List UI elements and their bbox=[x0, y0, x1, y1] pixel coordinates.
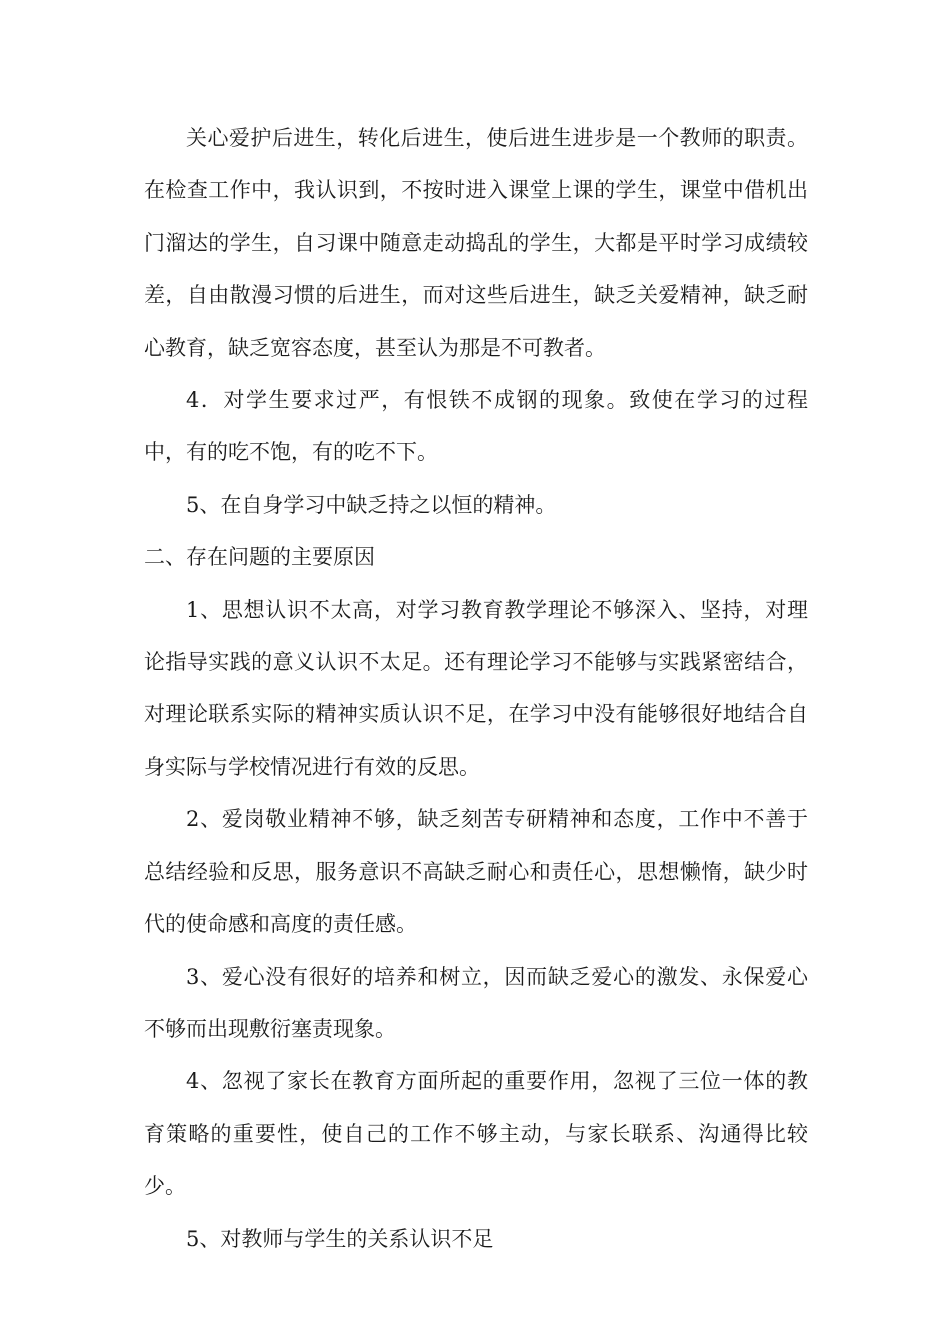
paragraph-item-5-perseverance: 5、在自身学习中缺乏持之以恒的精神。 bbox=[186, 492, 557, 517]
paragraph-reason-5: 5、对教师与学生的关系认识不足 bbox=[186, 1226, 494, 1251]
paragraph-item-4-strict-requirements: 4．对学生要求过严，有恨铁不成钢的现象。致使在学习的过程中，有的吃不饱，有的吃不下。 bbox=[144, 388, 808, 465]
paragraph-reason-1: 1、思想认识不太高，对学习教育教学理论不够深入、坚持，对理论指导实践的意义认识不太足。还有理论学习不能够与实践紧密结合，对理论联系实际的精神实质认识不足，在学习中没有能够很好地结合自身实际与学校情况进行有效的反思。 bbox=[144, 597, 808, 779]
paragraph-reason-3: 3、爱心没有很好的培养和树立，因而缺乏爱心的激发、永保爱心不够而出现敷衍塞责现象。 bbox=[144, 964, 808, 1041]
paragraph-care-for-underachievers: 关心爱护后进生，转化后进生，使后进生进步是一个教师的职责。在检查工作中，我认识到，不按时进入课堂上课的学生，课堂中借机出门溜达的学生，自习课中随意走动捣乱的学生，大都是平时学习成绩较差，自由散漫习惯的后进生，而对这些后进生，缺乏关爱精神，缺乏耐心教育，缺乏宽容态度，甚至认为那是不可教者。 bbox=[144, 126, 808, 360]
document-body bbox=[144, 112, 808, 1265]
paragraph-reason-2: 2、爱岗敬业精神不够，缺乏刻苦专研精神和态度，工作中不善于总结经验和反思，服务意识不高缺乏耐心和责任心，思想懒惰，缺少时代的使命感和高度的责任感。 bbox=[144, 807, 808, 937]
section-heading-main-reasons: 二、存在问题的主要原因 bbox=[144, 545, 375, 570]
paragraph-reason-4: 4、忽视了家长在教育方面所起的重要作用，忽视了三位一体的教育策略的重要性，使自己的工作不够主动，与家长联系、沟通得比较少。 bbox=[144, 1069, 808, 1199]
